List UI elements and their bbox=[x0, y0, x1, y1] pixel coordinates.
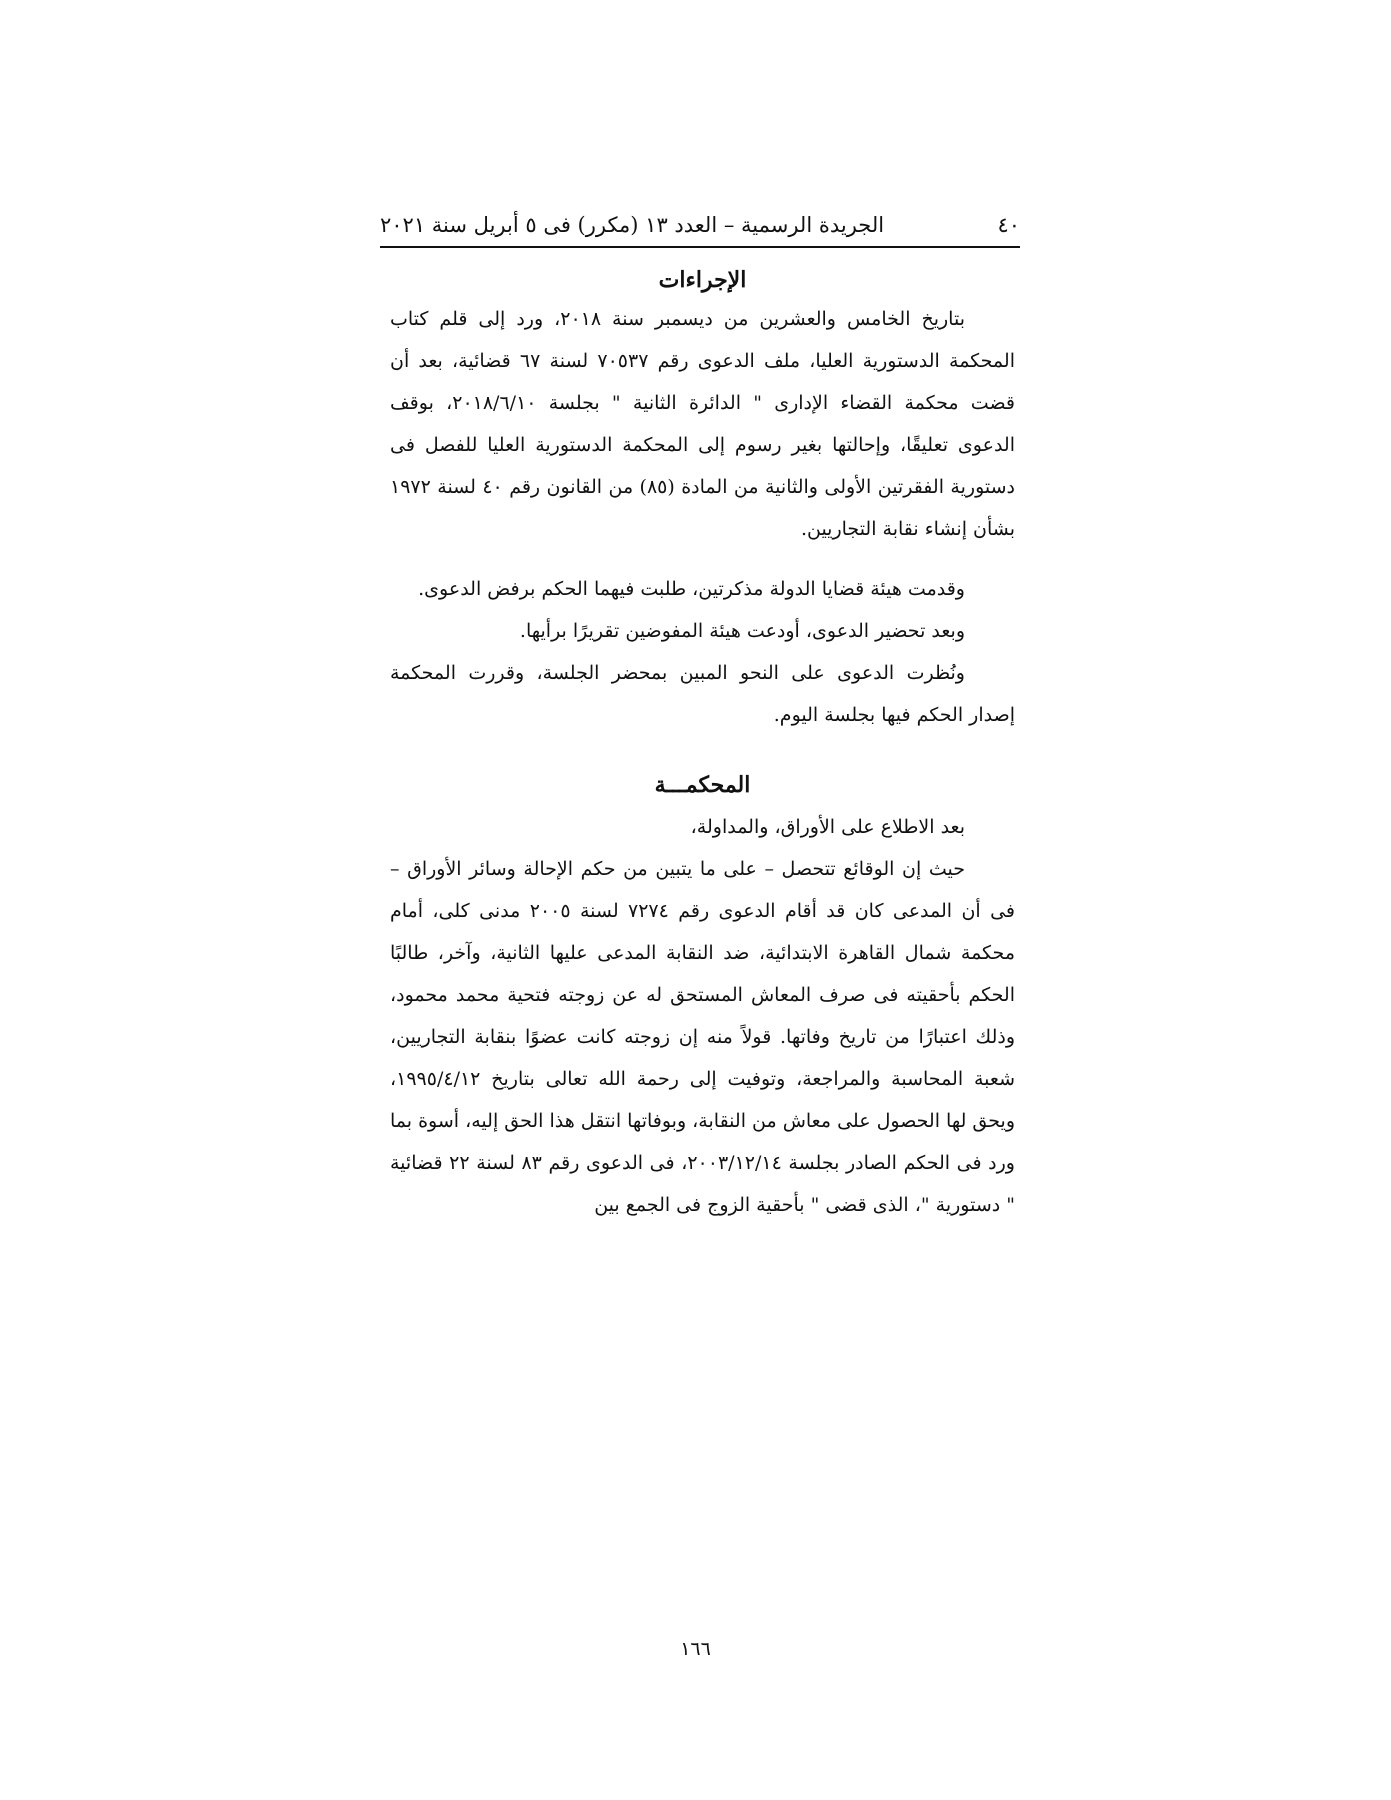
court-heading: المحكمـــة bbox=[654, 772, 751, 798]
procedures-paragraph-2: وقدمت هيئة قضايا الدولة مذكرتين، طلبت فيهما الحكم برفض الدعوى. bbox=[418, 578, 965, 600]
court-section bbox=[390, 768, 1015, 1226]
court-paragraph-2: حيث إن الوقائع تتحصل – على ما يتبين من حكم الإحالة وسائر الأوراق – فى أن المدعى كان قد أقام الدعوى رقم ٧٢٧٤ لسنة ٢٠٠٥ مدنى كلى، أمام محكمة شمال القاهرة الابتدائية، ضد النقابة المدعى عليها الثانية، وآخر، طالبًا الحكم بأحقيته فى صرف المعاش المستحق له عن زوجته فتحية محمد محمود، وذلك اعتبارًا من تاريخ وفاتها. قولاً منه إن زوجته كانت عضوًا بنقابة التجاريين، شعبة المحاسبة والمراجعة، وتوفيت إلى رحمة الله تعالى بتاريخ ١٩٩٥/٤/١٢، ويحق لها الحصول على معاش من النقابة، وبوفاتها انتقل هذا الحق إليه، أسوة بما ورد فى الحكم الصادر بجلسة ٢٠٠٣/١٢/١٤، فى الدعوى رقم ٨٣ لسنة ٢٢ قضائية " دستورية "، الذى قضى " بأحقية الزوج فى الجمع بين bbox=[390, 858, 1015, 1216]
procedures-paragraph-1: بتاريخ الخامس والعشرين من ديسمبر سنة ٢٠١٨، ورد إلى قلم كتاب المحكمة الدستورية العليا، ملف الدعوى رقم ٧٠٥٣٧ لسنة ٦٧ قضائية، بعد أن قضت محكمة القضاء الإدارى " الدائرة الثانية " بجلسة ٢٠١٨/٦/١٠، بوقف الدعوى تعليقًا، وإحالتها بغير رسوم إلى المحكمة الدستورية العليا للفصل فى دستورية الفقرتين الأولى والثانية من المادة (٨٥) من القانون رقم ٤٠ لسنة ١٩٧٢ بشأن إنشاء نقابة التجاريين. bbox=[390, 308, 1016, 540]
page-number: ١٦٦ bbox=[680, 1638, 711, 1660]
header-title: الجريدة الرسمية – العدد ١٣ (مكرر) فى ٥ أبريل سنة ٢٠٢١ bbox=[380, 213, 885, 237]
procedures-section bbox=[390, 262, 1015, 736]
page-header bbox=[380, 205, 1020, 245]
header-page-number: ٤٠ bbox=[997, 213, 1020, 237]
procedures-paragraph-3: وبعد تحضير الدعوى، أودعت هيئة المفوضين تقريرًا برأيها. bbox=[519, 620, 965, 642]
header-rule bbox=[380, 246, 1020, 248]
court-paragraph-1: بعد الاطلاع على الأوراق، والمداولة، bbox=[690, 816, 965, 838]
procedures-heading: الإجراءات bbox=[658, 267, 747, 293]
procedures-paragraph-4: ونُظرت الدعوى على النحو المبين بمحضر الجلسة، وقررت المحكمة إصدار الحكم فيها بجلسة اليوم. bbox=[390, 662, 1015, 726]
